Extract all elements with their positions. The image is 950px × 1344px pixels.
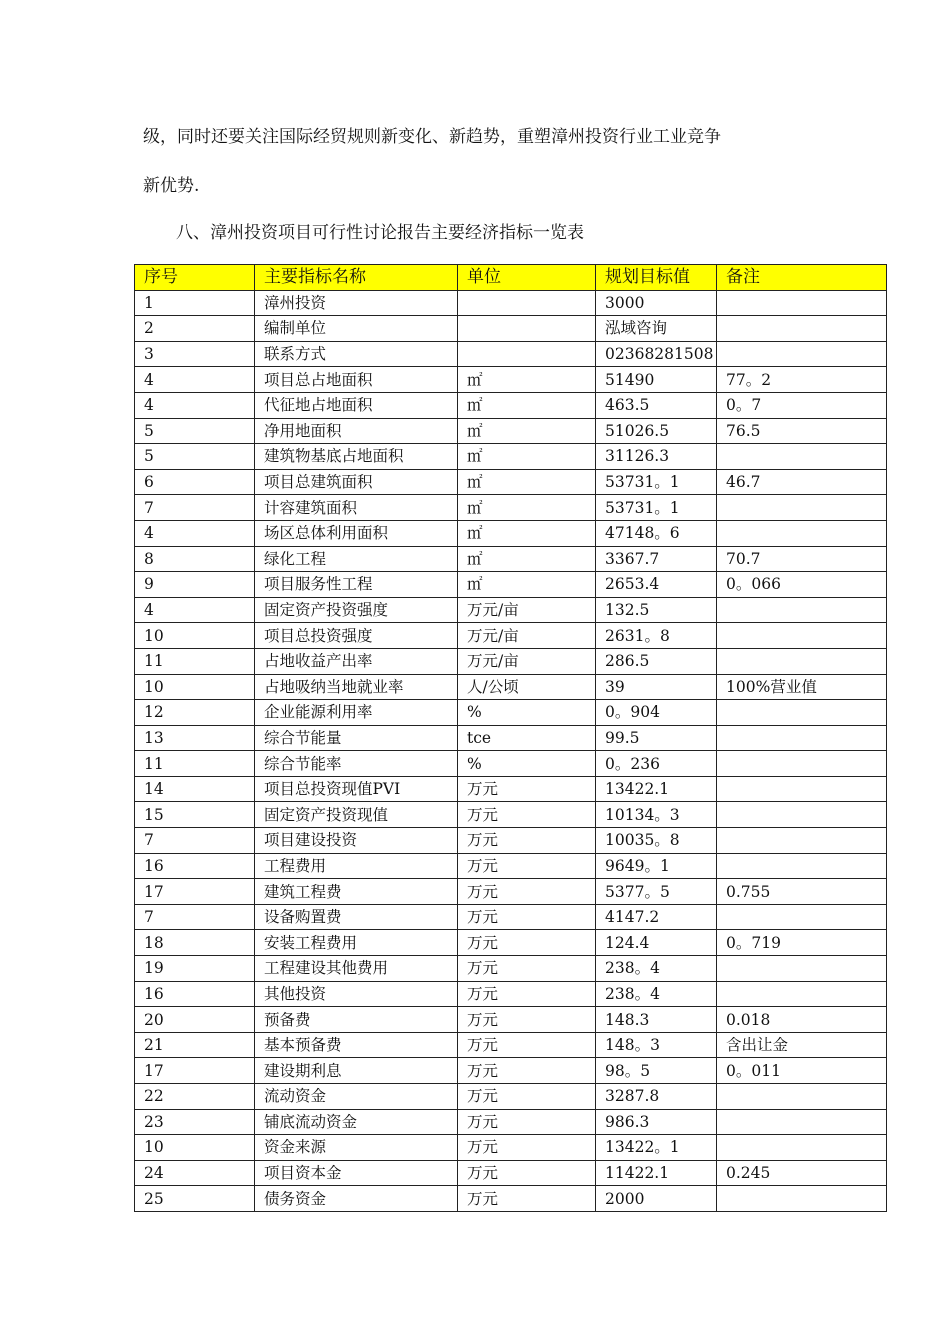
cell-remark: 0。719 <box>717 930 887 956</box>
cell-unit: 万元 <box>458 802 596 828</box>
table-row <box>135 1160 887 1186</box>
cell-indicator-name: 预备费 <box>255 1007 458 1033</box>
cell-remark <box>717 751 887 777</box>
cell-index: 22 <box>135 1084 255 1110</box>
cell-index: 4 <box>135 597 255 623</box>
cell-remark: 77。2 <box>717 367 887 393</box>
cell-indicator-name: 基本预备费 <box>255 1032 458 1058</box>
cell-unit: ㎡ <box>458 469 596 495</box>
cell-indicator-name: 资金来源 <box>255 1135 458 1161</box>
cell-target-value: 53731。1 <box>596 495 717 521</box>
cell-indicator-name: 建筑物基底占地面积 <box>255 444 458 470</box>
cell-remark <box>717 520 887 546</box>
cell-unit: 万元 <box>458 1058 596 1084</box>
cell-remark <box>717 853 887 879</box>
table-row <box>135 981 887 1007</box>
cell-target-value: 98。5 <box>596 1058 717 1084</box>
table-row <box>135 367 887 393</box>
cell-index: 18 <box>135 930 255 956</box>
cell-indicator-name: 项目服务性工程 <box>255 572 458 598</box>
table-row <box>135 828 887 854</box>
table-row <box>135 904 887 930</box>
cell-remark: 0.245 <box>717 1160 887 1186</box>
cell-remark: 0。7 <box>717 392 887 418</box>
table-row <box>135 802 887 828</box>
cell-indicator-name: 项目总投资现值PVI <box>255 776 458 802</box>
cell-target-value: 124.4 <box>596 930 717 956</box>
cell-target-value: 2000 <box>596 1186 717 1212</box>
cell-unit <box>458 316 596 342</box>
cell-remark <box>717 904 887 930</box>
table-row <box>135 751 887 777</box>
cell-target-value: 2631。8 <box>596 623 717 649</box>
cell-unit: % <box>458 751 596 777</box>
table-row <box>135 290 887 316</box>
cell-remark: 0。066 <box>717 572 887 598</box>
cell-target-value: 463.5 <box>596 392 717 418</box>
cell-unit: 万元/亩 <box>458 597 596 623</box>
cell-indicator-name: 漳州投资 <box>255 290 458 316</box>
cell-index: 16 <box>135 981 255 1007</box>
cell-target-value: 3367.7 <box>596 546 717 572</box>
cell-index: 11 <box>135 648 255 674</box>
cell-unit: 万元 <box>458 1109 596 1135</box>
table-row <box>135 469 887 495</box>
cell-target-value: 238。4 <box>596 956 717 982</box>
cell-remark <box>717 776 887 802</box>
cell-index: 4 <box>135 520 255 546</box>
cell-target-value: 99.5 <box>596 725 717 751</box>
table-row <box>135 725 887 751</box>
cell-remark: 0.755 <box>717 879 887 905</box>
table-row <box>135 956 887 982</box>
cell-remark <box>717 648 887 674</box>
cell-index: 11 <box>135 751 255 777</box>
cell-indicator-name: 建筑工程费 <box>255 879 458 905</box>
cell-unit: ㎡ <box>458 418 596 444</box>
cell-unit: 万元 <box>458 1084 596 1110</box>
table-row <box>135 341 887 367</box>
cell-unit: 万元 <box>458 904 596 930</box>
cell-unit: 万元 <box>458 956 596 982</box>
cell-remark <box>717 981 887 1007</box>
cell-remark <box>717 290 887 316</box>
cell-index: 7 <box>135 495 255 521</box>
cell-index: 24 <box>135 1160 255 1186</box>
cell-remark <box>717 1135 887 1161</box>
cell-target-value: 2653.4 <box>596 572 717 598</box>
cell-indicator-name: 净用地面积 <box>255 418 458 444</box>
cell-index: 4 <box>135 392 255 418</box>
cell-index: 21 <box>135 1032 255 1058</box>
cell-remark <box>717 1109 887 1135</box>
cell-unit: ㎡ <box>458 444 596 470</box>
cell-unit: 万元 <box>458 879 596 905</box>
cell-indicator-name: 债务资金 <box>255 1186 458 1212</box>
cell-target-value: 148.3 <box>596 1007 717 1033</box>
cell-unit: 万元 <box>458 776 596 802</box>
cell-index: 10 <box>135 674 255 700</box>
cell-unit: 人/公顷 <box>458 674 596 700</box>
cell-indicator-name: 流动资金 <box>255 1084 458 1110</box>
cell-target-value: 51026.5 <box>596 418 717 444</box>
cell-remark: 76.5 <box>717 418 887 444</box>
table-row <box>135 674 887 700</box>
table-row <box>135 700 887 726</box>
cell-unit: 万元 <box>458 1032 596 1058</box>
cell-target-value: 3287.8 <box>596 1084 717 1110</box>
cell-target-value: 53731。1 <box>596 469 717 495</box>
cell-remark: 含出让金 <box>717 1032 887 1058</box>
table-row <box>135 316 887 342</box>
table-row <box>135 520 887 546</box>
cell-indicator-name: 建设期利息 <box>255 1058 458 1084</box>
table-row <box>135 1084 887 1110</box>
table-row <box>135 1135 887 1161</box>
cell-unit: 万元/亩 <box>458 623 596 649</box>
cell-remark: 0.018 <box>717 1007 887 1033</box>
cell-unit: ㎡ <box>458 546 596 572</box>
cell-target-value: 0。236 <box>596 751 717 777</box>
table-header-row <box>135 265 887 291</box>
cell-remark: 100%营业值 <box>717 674 887 700</box>
cell-index: 1 <box>135 290 255 316</box>
cell-unit: % <box>458 700 596 726</box>
cell-target-value: 4147.2 <box>596 904 717 930</box>
cell-index: 19 <box>135 956 255 982</box>
cell-index: 10 <box>135 1135 255 1161</box>
cell-indicator-name: 固定资产投资现值 <box>255 802 458 828</box>
table-row <box>135 392 887 418</box>
cell-index: 7 <box>135 904 255 930</box>
cell-indicator-name: 占地收益产出率 <box>255 648 458 674</box>
cell-index: 4 <box>135 367 255 393</box>
table-body <box>135 290 887 1211</box>
cell-index: 2 <box>135 316 255 342</box>
cell-unit: ㎡ <box>458 392 596 418</box>
cell-indicator-name: 铺底流动资金 <box>255 1109 458 1135</box>
cell-remark <box>717 1084 887 1110</box>
body-paragraph-line-1: 级，同时还要关注国际经贸规则新变化、新趋势，重塑漳州投资行业工业竞争 <box>143 127 721 147</box>
cell-remark <box>717 1186 887 1212</box>
cell-unit: 万元 <box>458 981 596 1007</box>
cell-index: 8 <box>135 546 255 572</box>
cell-index: 10 <box>135 623 255 649</box>
cell-target-value: 286.5 <box>596 648 717 674</box>
table-row <box>135 546 887 572</box>
cell-target-value: 13422。1 <box>596 1135 717 1161</box>
table-row <box>135 853 887 879</box>
cell-index: 16 <box>135 853 255 879</box>
cell-index: 12 <box>135 700 255 726</box>
economic-indicators-table <box>134 264 887 1212</box>
cell-target-value: 132.5 <box>596 597 717 623</box>
table-row <box>135 597 887 623</box>
cell-unit <box>458 290 596 316</box>
table-row <box>135 623 887 649</box>
cell-target-value: 47148。6 <box>596 520 717 546</box>
cell-unit: ㎡ <box>458 520 596 546</box>
cell-indicator-name: 场区总体利用面积 <box>255 520 458 546</box>
table-row <box>135 1058 887 1084</box>
cell-target-value: 02368281508 <box>596 341 717 367</box>
cell-remark: 46.7 <box>717 469 887 495</box>
cell-indicator-name: 其他投资 <box>255 981 458 1007</box>
cell-target-value: 0。904 <box>596 700 717 726</box>
header-indicator-name: 主要指标名称 <box>255 265 458 291</box>
cell-index: 5 <box>135 418 255 444</box>
cell-unit: 万元/亩 <box>458 648 596 674</box>
table-header <box>135 265 887 291</box>
cell-indicator-name: 联系方式 <box>255 341 458 367</box>
cell-indicator-name: 企业能源利用率 <box>255 700 458 726</box>
cell-indicator-name: 综合节能率 <box>255 751 458 777</box>
cell-target-value: 39 <box>596 674 717 700</box>
cell-indicator-name: 工程费用 <box>255 853 458 879</box>
cell-unit: ㎡ <box>458 367 596 393</box>
cell-remark <box>717 341 887 367</box>
cell-index: 6 <box>135 469 255 495</box>
cell-index: 20 <box>135 1007 255 1033</box>
cell-unit: 万元 <box>458 1007 596 1033</box>
header-remark: 备注 <box>717 265 887 291</box>
cell-target-value: 10134。3 <box>596 802 717 828</box>
cell-indicator-name: 代征地占地面积 <box>255 392 458 418</box>
table-row <box>135 495 887 521</box>
cell-unit <box>458 341 596 367</box>
cell-target-value: 148。3 <box>596 1032 717 1058</box>
cell-indicator-name: 计容建筑面积 <box>255 495 458 521</box>
table-row <box>135 879 887 905</box>
cell-remark <box>717 316 887 342</box>
body-paragraph-line-2: 新优势. <box>143 176 200 196</box>
cell-index: 17 <box>135 1058 255 1084</box>
cell-target-value: 238。4 <box>596 981 717 1007</box>
section-title: 八、漳州投资项目可行性讨论报告主要经济指标一览表 <box>176 223 584 243</box>
cell-indicator-name: 项目建设投资 <box>255 828 458 854</box>
cell-target-value: 986.3 <box>596 1109 717 1135</box>
cell-remark: 0。011 <box>717 1058 887 1084</box>
cell-index: 25 <box>135 1186 255 1212</box>
table-row <box>135 648 887 674</box>
cell-indicator-name: 项目资本金 <box>255 1160 458 1186</box>
cell-index: 13 <box>135 725 255 751</box>
header-unit: 单位 <box>458 265 596 291</box>
cell-unit: 万元 <box>458 828 596 854</box>
cell-index: 15 <box>135 802 255 828</box>
header-index: 序号 <box>135 265 255 291</box>
cell-indicator-name: 安装工程费用 <box>255 930 458 956</box>
cell-unit: tce <box>458 725 596 751</box>
cell-remark <box>717 700 887 726</box>
cell-indicator-name: 工程建设其他费用 <box>255 956 458 982</box>
cell-index: 3 <box>135 341 255 367</box>
header-target-value: 规划目标值 <box>596 265 717 291</box>
table-row <box>135 1109 887 1135</box>
table-row <box>135 776 887 802</box>
table-row <box>135 1186 887 1212</box>
cell-target-value: 13422.1 <box>596 776 717 802</box>
table-row <box>135 930 887 956</box>
cell-remark <box>717 495 887 521</box>
cell-indicator-name: 综合节能量 <box>255 725 458 751</box>
table-row <box>135 444 887 470</box>
cell-remark <box>717 623 887 649</box>
cell-index: 9 <box>135 572 255 598</box>
cell-target-value: 9649。1 <box>596 853 717 879</box>
cell-index: 5 <box>135 444 255 470</box>
cell-unit: 万元 <box>458 1186 596 1212</box>
cell-unit: ㎡ <box>458 572 596 598</box>
table-row <box>135 1007 887 1033</box>
cell-indicator-name: 绿化工程 <box>255 546 458 572</box>
table-row <box>135 418 887 444</box>
cell-indicator-name: 项目总建筑面积 <box>255 469 458 495</box>
cell-target-value: 51490 <box>596 367 717 393</box>
table-row <box>135 572 887 598</box>
cell-indicator-name: 编制单位 <box>255 316 458 342</box>
cell-index: 23 <box>135 1109 255 1135</box>
cell-index: 17 <box>135 879 255 905</box>
cell-indicator-name: 设备购置费 <box>255 904 458 930</box>
cell-remark <box>717 725 887 751</box>
cell-unit: ㎡ <box>458 495 596 521</box>
cell-target-value: 5377。5 <box>596 879 717 905</box>
cell-remark <box>717 597 887 623</box>
cell-indicator-name: 固定资产投资强度 <box>255 597 458 623</box>
cell-target-value: 31126.3 <box>596 444 717 470</box>
cell-target-value: 11422.1 <box>596 1160 717 1186</box>
cell-unit: 万元 <box>458 1135 596 1161</box>
cell-remark <box>717 828 887 854</box>
cell-indicator-name: 占地吸纳当地就业率 <box>255 674 458 700</box>
cell-index: 14 <box>135 776 255 802</box>
cell-unit: 万元 <box>458 930 596 956</box>
table-row <box>135 1032 887 1058</box>
cell-unit: 万元 <box>458 853 596 879</box>
cell-target-value: 10035。8 <box>596 828 717 854</box>
cell-indicator-name: 项目总投资强度 <box>255 623 458 649</box>
cell-remark: 70.7 <box>717 546 887 572</box>
cell-unit: 万元 <box>458 1160 596 1186</box>
cell-remark <box>717 802 887 828</box>
cell-indicator-name: 项目总占地面积 <box>255 367 458 393</box>
cell-target-value: 泓域咨询 <box>596 316 717 342</box>
cell-index: 7 <box>135 828 255 854</box>
cell-remark <box>717 956 887 982</box>
cell-remark <box>717 444 887 470</box>
cell-target-value: 3000 <box>596 290 717 316</box>
